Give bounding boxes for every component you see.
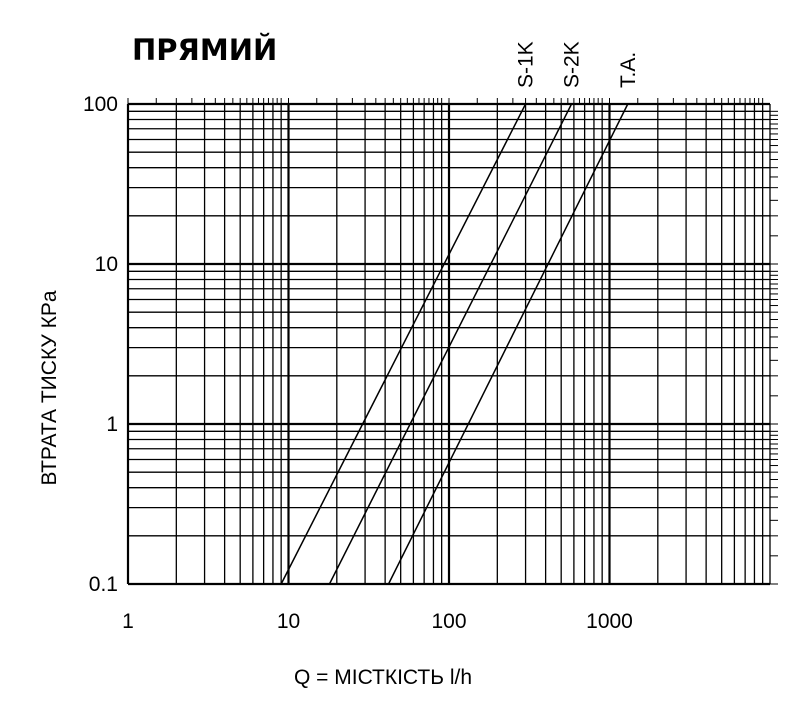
- series-label: S-2K: [560, 41, 584, 88]
- y-tick-label: 100: [82, 93, 118, 116]
- x-tick-label: 100: [431, 610, 467, 633]
- y-tick-label: 10: [94, 253, 118, 276]
- y-tick-label: 1: [106, 413, 118, 436]
- series-label: S-1K: [514, 41, 538, 88]
- y-axis-label: ВТРАТА ТИСКУ КPa: [38, 290, 61, 486]
- series-line-S-2K: [329, 104, 571, 584]
- series-label: T.A.: [616, 51, 640, 88]
- series-line-S-1K: [281, 104, 525, 584]
- x-tick-label: 1000: [586, 610, 633, 633]
- y-tick-label: 0.1: [88, 573, 118, 596]
- x-tick-label: 1: [122, 610, 134, 633]
- x-axis-label: Q = МІСТКІСТЬ l/h: [293, 666, 473, 689]
- tick-labels: [83, 93, 633, 633]
- chart-title: ПРЯМИЙ: [132, 33, 278, 67]
- x-tick-label: 10: [276, 610, 301, 633]
- grid: [128, 98, 778, 584]
